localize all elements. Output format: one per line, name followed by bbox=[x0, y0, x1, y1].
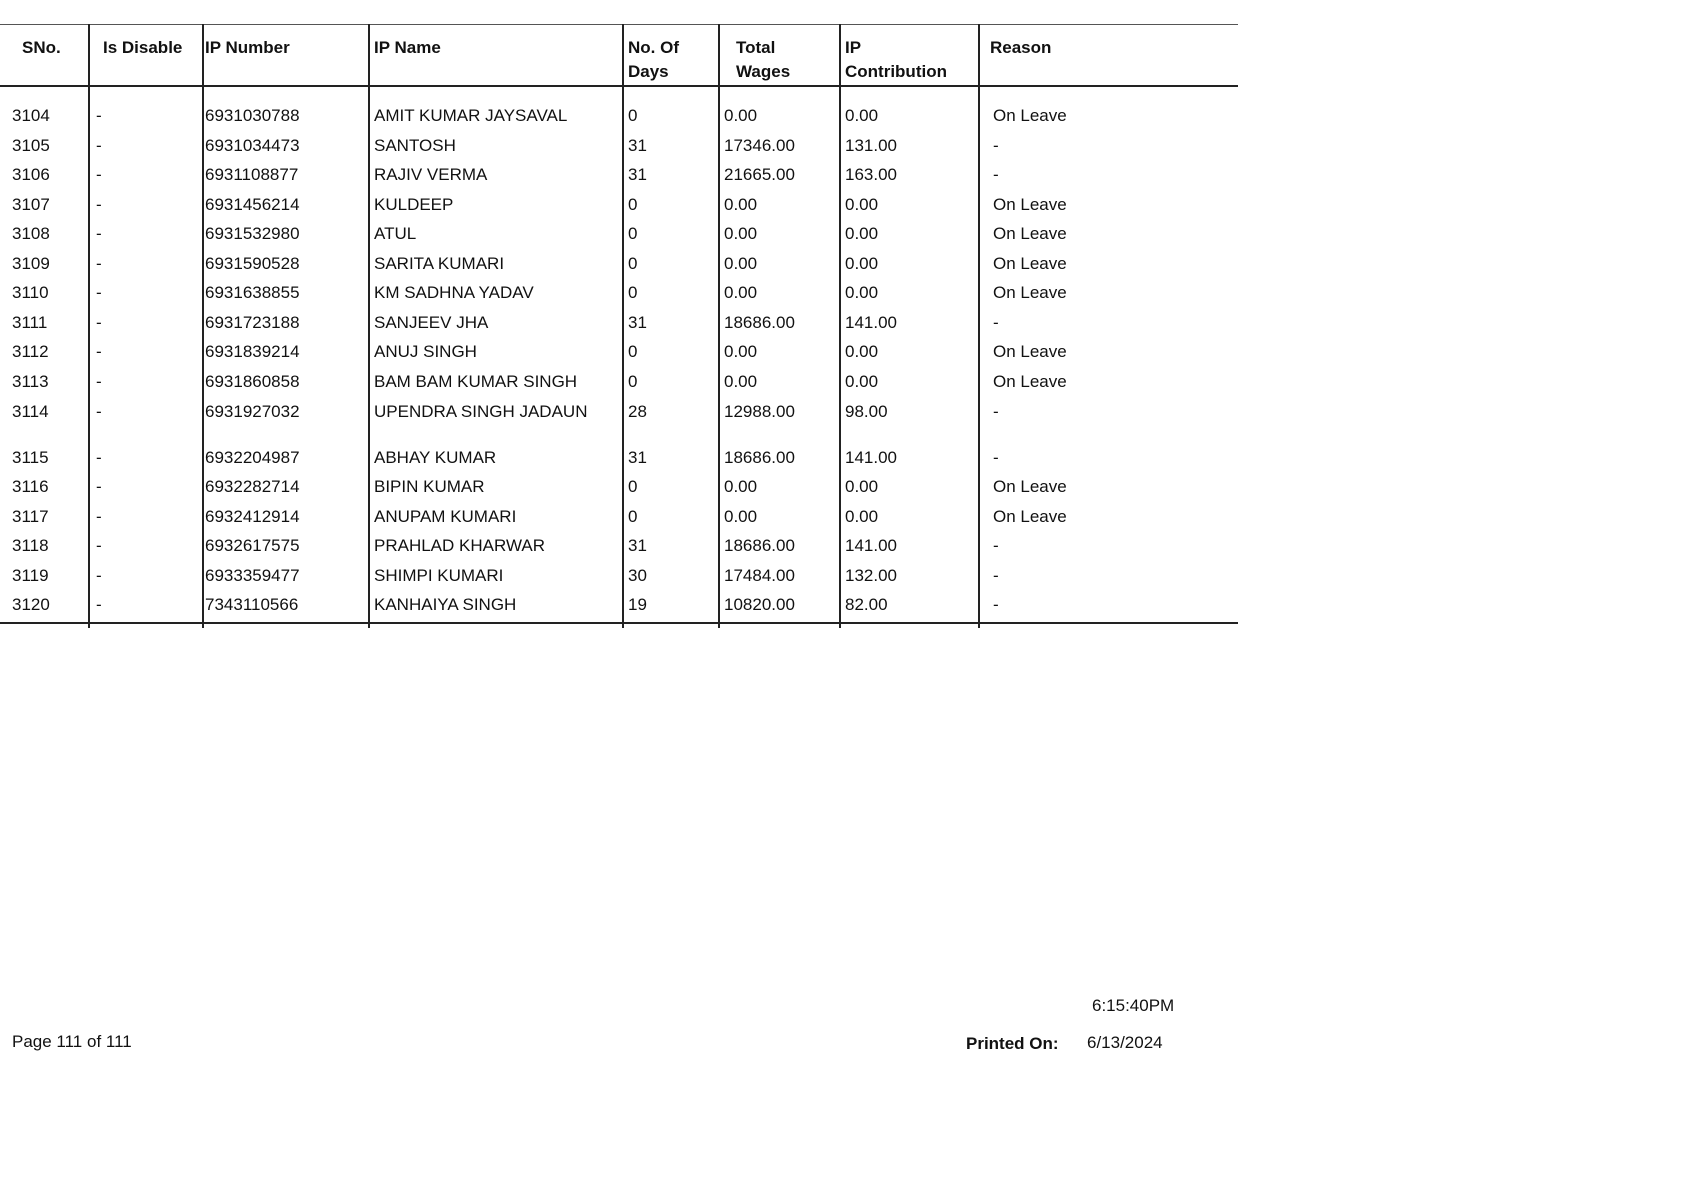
cell-is-disable: - bbox=[96, 595, 102, 614]
cell-contribution: 0.00 bbox=[845, 477, 879, 496]
cell-contribution: 82.00 bbox=[845, 595, 888, 614]
cell-contribution: 0.00 bbox=[845, 283, 879, 302]
cell-is-disable: - bbox=[96, 313, 102, 332]
cell-is-disable: - bbox=[96, 224, 102, 243]
cell-wages: 17484.00 bbox=[724, 566, 795, 585]
cell-reason: - bbox=[993, 313, 999, 332]
cell-days: 30 bbox=[628, 566, 647, 585]
cell-wages: 17346.00 bbox=[724, 136, 795, 155]
cell-sno: 3119 bbox=[12, 566, 49, 585]
cell-sno: 3105 bbox=[12, 136, 50, 155]
cell-ip-number: 6932282714 bbox=[205, 477, 300, 496]
cell-sno: 3108 bbox=[12, 224, 50, 243]
column-header-ip-number: IP Number bbox=[205, 38, 290, 57]
column-divider bbox=[718, 24, 720, 628]
cell-ip-number: 6931860858 bbox=[205, 372, 300, 391]
cell-is-disable: - bbox=[96, 566, 102, 585]
printed-date: 6/13/2024 bbox=[1087, 1033, 1163, 1052]
cell-is-disable: - bbox=[96, 342, 102, 361]
cell-days: 0 bbox=[628, 477, 638, 496]
cell-sno: 3110 bbox=[12, 283, 49, 302]
cell-ip-number: 6932412914 bbox=[205, 507, 300, 526]
cell-ip-name: BIPIN KUMAR bbox=[374, 477, 485, 496]
cell-wages: 0.00 bbox=[724, 195, 758, 214]
cell-ip-name: UPENDRA SINGH JADAUN bbox=[374, 402, 588, 421]
cell-ip-number: 6931590528 bbox=[205, 254, 300, 273]
column-divider bbox=[202, 24, 204, 628]
cell-ip-name: KULDEEP bbox=[374, 195, 454, 214]
cell-days: 31 bbox=[628, 165, 647, 184]
cell-reason: - bbox=[993, 402, 999, 421]
column-header-wages: Total Wages bbox=[736, 38, 791, 81]
column-header-sno: SNo. bbox=[22, 38, 61, 57]
cell-ip-name: ATUL bbox=[374, 224, 417, 243]
cell-sno: 3112 bbox=[12, 342, 49, 361]
column-divider bbox=[839, 24, 841, 628]
cell-ip-name: ABHAY KUMAR bbox=[374, 448, 497, 467]
cell-contribution: 132.00 bbox=[845, 566, 897, 585]
cell-reason: On Leave bbox=[993, 283, 1067, 302]
cell-is-disable: - bbox=[96, 165, 102, 184]
cell-contribution: 0.00 bbox=[845, 342, 879, 361]
cell-contribution: 141.00 bbox=[845, 448, 897, 467]
cell-days: 0 bbox=[628, 283, 638, 302]
cell-sno: 3118 bbox=[12, 536, 49, 555]
cell-sno: 3116 bbox=[12, 477, 49, 496]
cell-sno: 3120 bbox=[12, 595, 50, 614]
cell-ip-name: AMIT KUMAR JAYSAVAL bbox=[374, 106, 568, 125]
cell-wages: 18686.00 bbox=[724, 448, 795, 467]
cell-ip-number: 6931030788 bbox=[205, 106, 300, 125]
cell-wages: 21665.00 bbox=[724, 165, 795, 184]
cell-is-disable: - bbox=[96, 372, 102, 391]
column-divider bbox=[622, 24, 624, 628]
cell-days: 0 bbox=[628, 342, 638, 361]
column-header-ip-name: IP Name bbox=[374, 38, 441, 57]
cell-reason: - bbox=[993, 448, 999, 467]
cell-contribution: 0.00 bbox=[845, 254, 879, 273]
cell-wages: 0.00 bbox=[724, 106, 758, 125]
cell-reason: - bbox=[993, 536, 999, 555]
cell-days: 31 bbox=[628, 313, 647, 332]
cell-is-disable: - bbox=[96, 448, 102, 467]
cell-is-disable: - bbox=[96, 195, 102, 214]
cell-ip-name: ANUPAM KUMARI bbox=[374, 507, 517, 526]
cell-ip-number: 6931034473 bbox=[205, 136, 300, 155]
cell-reason: On Leave bbox=[993, 477, 1067, 496]
cell-contribution: 0.00 bbox=[845, 106, 879, 125]
printed-on-label: Printed On: bbox=[966, 1034, 1059, 1053]
cell-reason: On Leave bbox=[993, 342, 1067, 361]
cell-ip-name: ANUJ SINGH bbox=[374, 342, 477, 361]
cell-reason: On Leave bbox=[993, 195, 1067, 214]
cell-ip-name: SARITA KUMARI bbox=[374, 254, 505, 273]
printed-time: 6:15:40PM bbox=[1092, 996, 1175, 1015]
cell-sno: 3111 bbox=[12, 313, 48, 332]
cell-wages: 0.00 bbox=[724, 507, 758, 526]
cell-days: 0 bbox=[628, 372, 638, 391]
column-divider bbox=[88, 24, 90, 628]
cell-reason: - bbox=[993, 136, 999, 155]
cell-reason: On Leave bbox=[993, 507, 1067, 526]
cell-ip-name: PRAHLAD KHARWAR bbox=[374, 536, 545, 555]
cell-days: 0 bbox=[628, 195, 638, 214]
cell-contribution: 0.00 bbox=[845, 507, 879, 526]
cell-days: 31 bbox=[628, 536, 647, 555]
cell-ip-number: 6931456214 bbox=[205, 195, 300, 214]
cell-ip-number: 6932617575 bbox=[205, 536, 300, 555]
page-number: Page 111 of 111 bbox=[12, 1032, 132, 1051]
cell-days: 0 bbox=[628, 224, 638, 243]
cell-ip-name: SANTOSH bbox=[374, 136, 456, 155]
cell-sno: 3107 bbox=[12, 195, 50, 214]
cell-days: 0 bbox=[628, 106, 638, 125]
cell-wages: 12988.00 bbox=[724, 402, 795, 421]
cell-sno: 3117 bbox=[12, 507, 49, 526]
cell-days: 0 bbox=[628, 254, 638, 273]
cell-sno: 3109 bbox=[12, 254, 50, 273]
cell-ip-name: SANJEEV JHA bbox=[374, 313, 489, 332]
cell-ip-name: RAJIV VERMA bbox=[374, 165, 488, 184]
cell-is-disable: - bbox=[96, 477, 102, 496]
cell-wages: 0.00 bbox=[724, 254, 758, 273]
column-header-is-disable: Is Disable bbox=[103, 38, 183, 57]
column-header-reason: Reason bbox=[990, 38, 1052, 57]
cell-ip-name: KANHAIYA SINGH bbox=[374, 595, 517, 614]
cell-sno: 3114 bbox=[12, 402, 49, 421]
cell-wages: 0.00 bbox=[724, 283, 758, 302]
cell-ip-number: 6931723188 bbox=[205, 313, 300, 332]
cell-is-disable: - bbox=[96, 402, 102, 421]
cell-sno: 3113 bbox=[12, 372, 49, 391]
cell-reason: On Leave bbox=[993, 372, 1067, 391]
cell-ip-number: 6931108877 bbox=[205, 165, 299, 184]
column-header-contribution: IP Contribution bbox=[845, 38, 947, 81]
cell-reason: On Leave bbox=[993, 106, 1067, 125]
header-bottom-rule bbox=[0, 85, 1238, 87]
cell-ip-number: 6931927032 bbox=[205, 402, 300, 421]
cell-reason: - bbox=[993, 595, 999, 614]
cell-contribution: 0.00 bbox=[845, 195, 879, 214]
cell-wages: 0.00 bbox=[724, 342, 758, 361]
cell-sno: 3115 bbox=[12, 448, 49, 467]
cell-ip-name: BAM BAM KUMAR SINGH bbox=[374, 372, 578, 391]
cell-is-disable: - bbox=[96, 507, 102, 526]
cell-reason: On Leave bbox=[993, 224, 1067, 243]
cell-contribution: 131.00 bbox=[845, 136, 897, 155]
cell-contribution: 0.00 bbox=[845, 372, 879, 391]
cell-reason: - bbox=[993, 165, 999, 184]
cell-contribution: 0.00 bbox=[845, 224, 879, 243]
cell-is-disable: - bbox=[96, 106, 102, 125]
cell-wages: 0.00 bbox=[724, 372, 758, 391]
cell-sno: 3106 bbox=[12, 165, 50, 184]
cell-wages: 0.00 bbox=[724, 224, 758, 243]
cell-sno: 3104 bbox=[12, 106, 50, 125]
cell-ip-number: 7343110566 bbox=[205, 595, 299, 614]
cell-ip-number: 6931839214 bbox=[205, 342, 300, 361]
cell-is-disable: - bbox=[96, 283, 102, 302]
cell-ip-number: 6931638855 bbox=[205, 283, 300, 302]
cell-ip-number: 6933359477 bbox=[205, 566, 300, 585]
table-top-rule bbox=[0, 24, 1238, 25]
cell-reason: On Leave bbox=[993, 254, 1067, 273]
cell-days: 19 bbox=[628, 595, 647, 614]
cell-wages: 18686.00 bbox=[724, 313, 795, 332]
cell-ip-number: 6932204987 bbox=[205, 448, 300, 467]
column-divider bbox=[978, 24, 980, 628]
cell-contribution: 98.00 bbox=[845, 402, 888, 421]
cell-reason: - bbox=[993, 566, 999, 585]
cell-wages: 18686.00 bbox=[724, 536, 795, 555]
cell-is-disable: - bbox=[96, 254, 102, 273]
cell-ip-name: KM SADHNA YADAV bbox=[374, 283, 534, 302]
cell-days: 31 bbox=[628, 448, 647, 467]
cell-contribution: 141.00 bbox=[845, 536, 897, 555]
cell-contribution: 141.00 bbox=[845, 313, 897, 332]
cell-is-disable: - bbox=[96, 536, 102, 555]
cell-ip-name: SHIMPI KUMARI bbox=[374, 566, 504, 585]
cell-days: 28 bbox=[628, 402, 647, 421]
table-bottom-rule bbox=[0, 622, 1238, 624]
cell-is-disable: - bbox=[96, 136, 102, 155]
column-header-days: No. Of Days bbox=[628, 38, 679, 81]
cell-wages: 0.00 bbox=[724, 477, 758, 496]
cell-ip-number: 6931532980 bbox=[205, 224, 300, 243]
cell-days: 0 bbox=[628, 507, 638, 526]
cell-days: 31 bbox=[628, 136, 647, 155]
cell-wages: 10820.00 bbox=[724, 595, 795, 614]
column-divider bbox=[368, 24, 370, 628]
cell-contribution: 163.00 bbox=[845, 165, 897, 184]
